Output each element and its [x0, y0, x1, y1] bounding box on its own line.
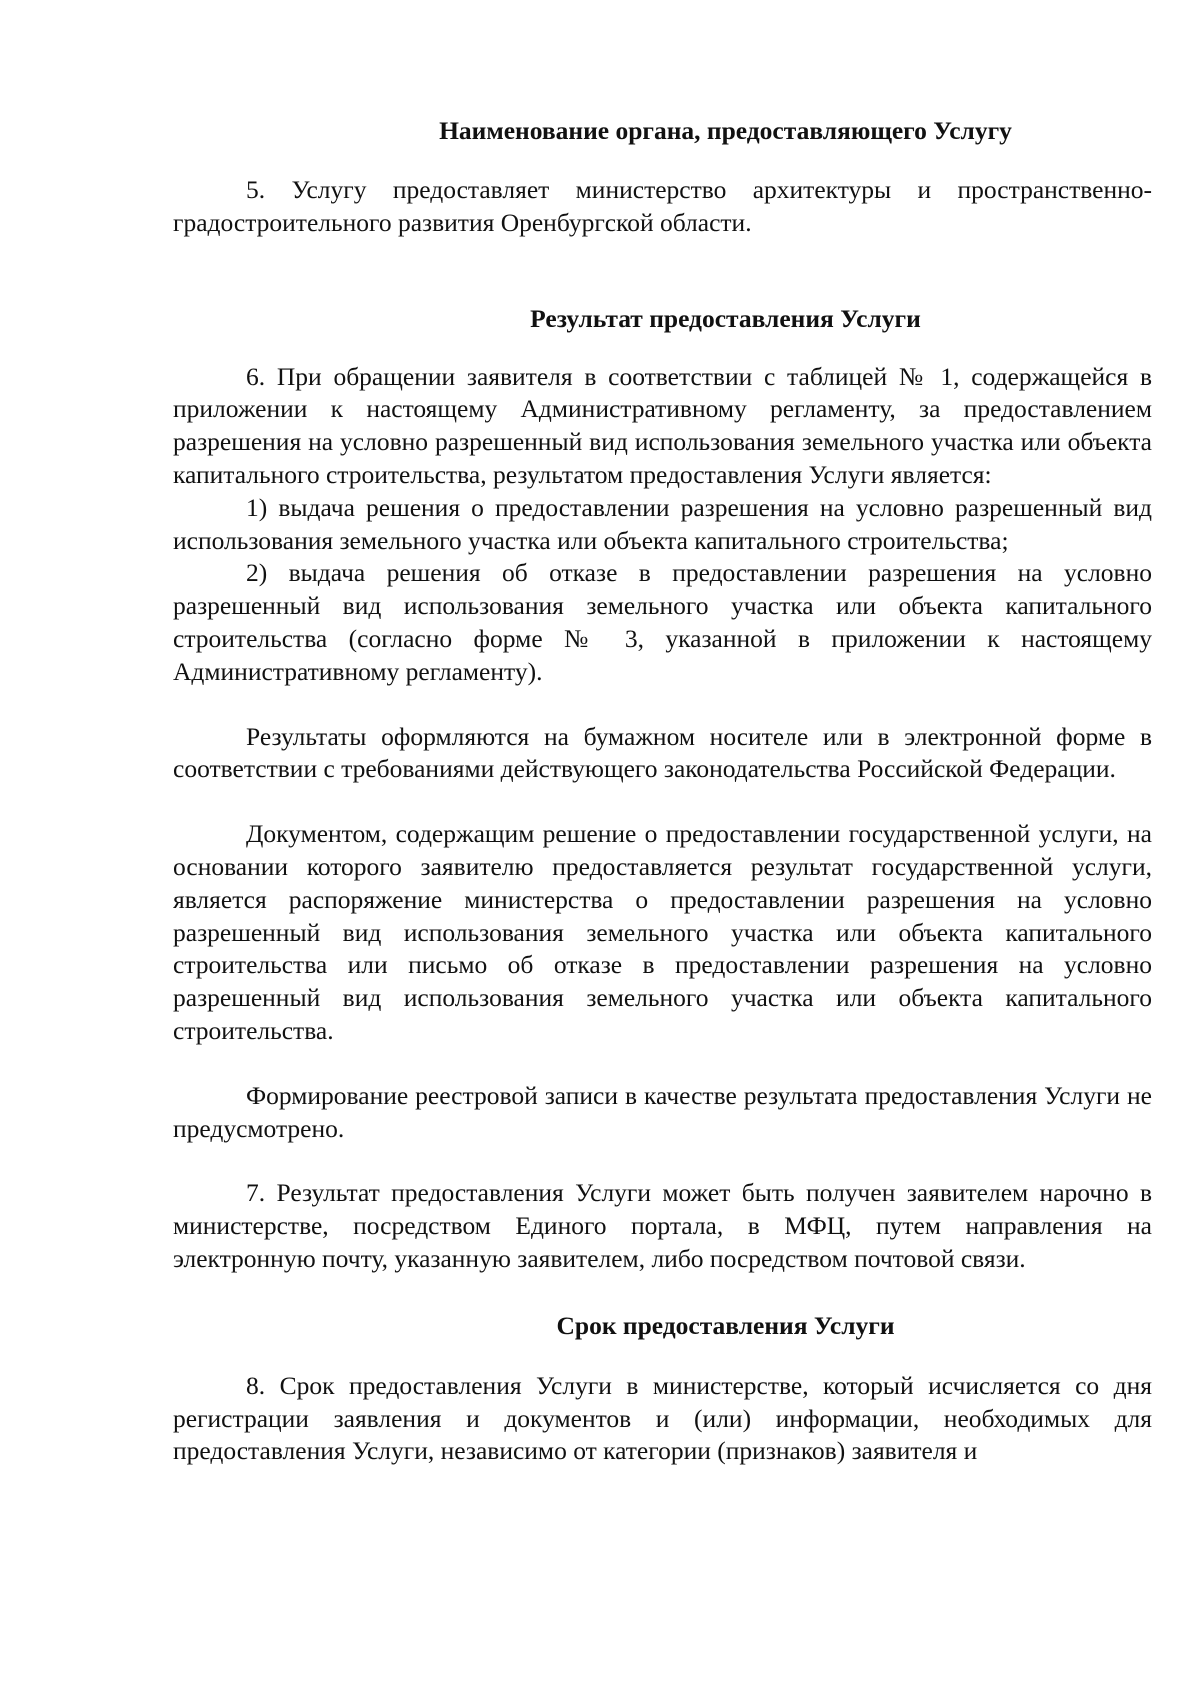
paragraph-result-document: Документом, содержащим решение о предоставлении государственной услуги, на основании которого заявителю предоставляется результат государственной услуги, является распоряжение министерства о предоставлении разрешения на условно разрешенный вид использования земельного участка или объекта капитального строительства или письмо об отказе в предоставлении разрешения на условно разрешенный вид использования земельного участка или объекта капитального строительства. [173, 819, 1152, 1045]
paragraph-7: 7. Результат предоставления Услуги может быть получен заявителем нарочно в министерстве, посредством Единого портала, в МФЦ, путем направления на электронную почту, указанную заявителем, либо посредством почтовой связи. [173, 1178, 1152, 1273]
paragraph-8: 8. Срок предоставления Услуги в министерстве, который исчисляется со дня регистрации заявления и документов и (или) информации, необходимых для предоставления Услуги, независимо от категории (признаков) заявителя и [173, 1370, 1152, 1466]
paragraph-6-item-1: 1) выдача решения о предоставлении разрешения на условно разрешенный вид использования земельного участка или объекта капитального строительства; [173, 492, 1152, 555]
heading-service-result: Результат предоставления Услуги [530, 303, 921, 333]
document-page [173, 115, 1152, 1468]
paragraph-6-item-2: 2) выдача решения об отказе в предоставлении разрешения на условно разрешенный вид использования земельного участка или объекта капитального строительства (согласно форме № 3, указанной в приложении к настоящему Административному регламенту). [173, 558, 1152, 686]
paragraph-5: 5. Услугу предоставляет министерство архитектуры и пространственно-градостроительного развития Оренбургской области. [173, 175, 1152, 237]
heading-service-term: Срок предоставления Услуги [556, 1310, 895, 1340]
paragraph-registry-record: Формирование реестровой записи в качестве результата предоставления Услуги не предусмотрено. [173, 1080, 1152, 1143]
paragraph-results-format: Результаты оформляются на бумажном носителе или в электронной форме в соответствии с требованиями действующего законодательства Российской Федерации. [173, 721, 1152, 784]
paragraph-6: 6. При обращении заявителя в соответствии с таблицей № 1, содержащейся в приложении к настоящему Административному регламенту, за предоставлением разрешения на условно разрешенный вид использования земельного участка или объекта капитального строительства, результатом предоставления Услуги является: [173, 361, 1152, 489]
heading-service-provider: Наименование органа, предоставляющего Услугу [439, 116, 1012, 145]
